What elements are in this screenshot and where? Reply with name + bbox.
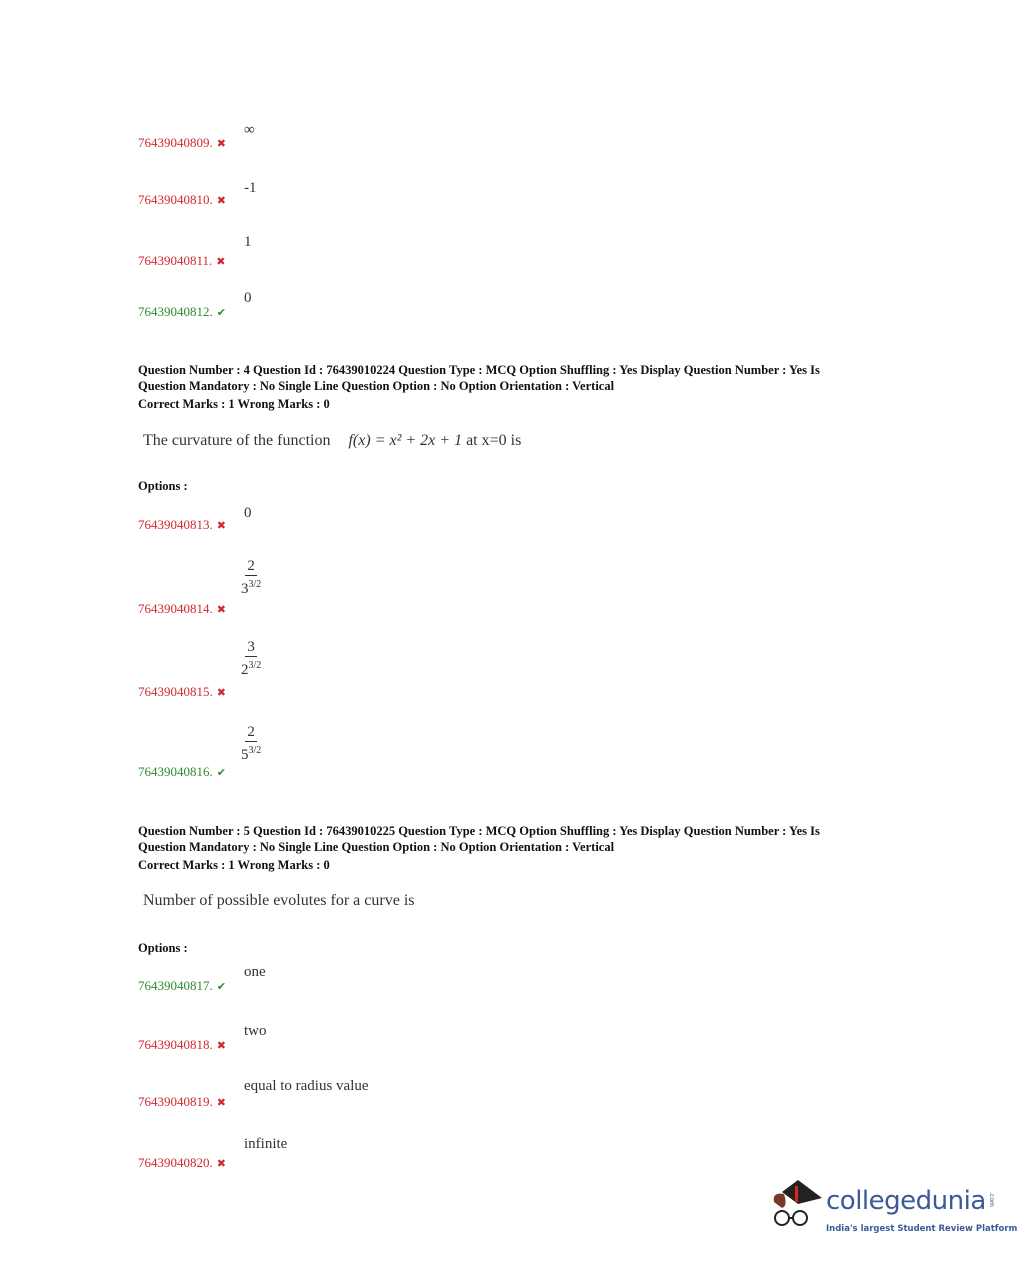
q4-text-end: at x=0 is [466, 432, 522, 449]
q5-question-text: Number of possible evolutes for a curve is [143, 892, 415, 909]
q4-formula: f(x) = x² + 2x + 1 [348, 432, 463, 449]
q5-options-label: Options : [138, 941, 188, 955]
option-id-text: 76439040816. [138, 764, 213, 779]
fraction-numerator: 3 [247, 639, 255, 655]
option-value: 1 [244, 234, 252, 250]
option-id-text: 76439040811. [138, 253, 213, 268]
check-icon: ✔ [216, 307, 226, 319]
option-id [138, 135, 226, 151]
option-id-text: 76439040810. [138, 192, 213, 207]
mascot-icon [768, 1178, 824, 1242]
q4-text: The curvature of the function [143, 432, 331, 449]
option-id-text: 76439040817. [138, 978, 213, 993]
option-value: two [244, 1023, 267, 1039]
option-value: infinite [244, 1136, 288, 1152]
option-id-text: 76439040820. [138, 1155, 213, 1170]
cross-icon: ✖ [216, 687, 226, 699]
cross-icon: ✖ [216, 138, 226, 150]
fraction-exponent: 3/2 [248, 660, 262, 671]
collegedunia-logo [768, 1178, 1018, 1248]
option-fraction [241, 558, 261, 598]
option-fraction [241, 639, 261, 679]
option-value: one [244, 964, 266, 980]
fraction-exponent: 3/2 [248, 579, 262, 590]
option-id-text: 76439040814. [138, 601, 213, 616]
q4-header-line1: Question Number : 4 Question Id : 76439010224 Question Type : MCQ Option Shuffling : Yes Display Question Number : Yes Is [138, 363, 820, 377]
q5-header-line2: Question Mandatory : No Single Line Question Option : No Option Orientation : Vertical [138, 840, 615, 854]
fraction-denominator: 2 [241, 662, 249, 678]
option-id [138, 304, 226, 320]
option-id-text: 76439040809. [138, 135, 213, 150]
option-id [138, 1037, 226, 1053]
option-id [138, 517, 226, 533]
q4-header-line2: Question Mandatory : No Single Line Question Option : No Option Orientation : Vertical [138, 379, 615, 393]
fraction-denominator: 5 [241, 747, 249, 763]
fraction-exponent: 3/2 [248, 745, 262, 756]
logo-name: collegedunia [826, 1186, 986, 1216]
option-id [138, 601, 226, 617]
option-value: ∞ [244, 122, 255, 138]
fraction-numerator: 2 [247, 724, 255, 740]
option-value: -1 [244, 180, 257, 196]
q4-options-label: Options : [138, 479, 188, 493]
option-id-text: 76439040812. [138, 304, 213, 319]
option-id [138, 764, 226, 780]
option-value: 0 [244, 505, 252, 521]
cross-icon: ✖ [216, 256, 226, 268]
option-id-text: 76439040815. [138, 684, 213, 699]
cross-icon: ✖ [216, 604, 226, 616]
option-value: equal to radius value [244, 1078, 369, 1094]
q5-header-line1: Question Number : 5 Question Id : 76439010225 Question Type : MCQ Option Shuffling : Yes Display Question Number : Yes Is [138, 824, 820, 838]
option-value: 0 [244, 290, 252, 306]
option-fraction [241, 724, 261, 764]
option-id [138, 684, 226, 700]
option-id-text: 76439040813. [138, 517, 213, 532]
q5-marks: Correct Marks : 1 Wrong Marks : 0 [138, 858, 330, 872]
check-icon: ✔ [216, 981, 226, 993]
cross-icon: ✖ [216, 1097, 226, 1109]
fraction-numerator: 2 [247, 558, 255, 574]
logo-suffix: .com [987, 1192, 995, 1207]
cross-icon: ✖ [216, 1040, 226, 1052]
q4-question-text [143, 432, 521, 450]
q4-marks: Correct Marks : 1 Wrong Marks : 0 [138, 397, 330, 411]
option-id [138, 1155, 226, 1171]
option-id-text: 76439040819. [138, 1094, 213, 1109]
option-id [138, 192, 226, 208]
cross-icon: ✖ [216, 195, 226, 207]
option-id [138, 1094, 226, 1110]
cross-icon: ✖ [216, 520, 226, 532]
logo-tagline: India's largest Student Review Platform [826, 1224, 1018, 1234]
fraction-denominator: 3 [241, 581, 249, 597]
option-id-text: 76439040818. [138, 1037, 213, 1052]
check-icon: ✔ [216, 767, 226, 779]
option-id [138, 978, 226, 994]
option-id [138, 253, 226, 269]
cross-icon: ✖ [216, 1158, 226, 1170]
